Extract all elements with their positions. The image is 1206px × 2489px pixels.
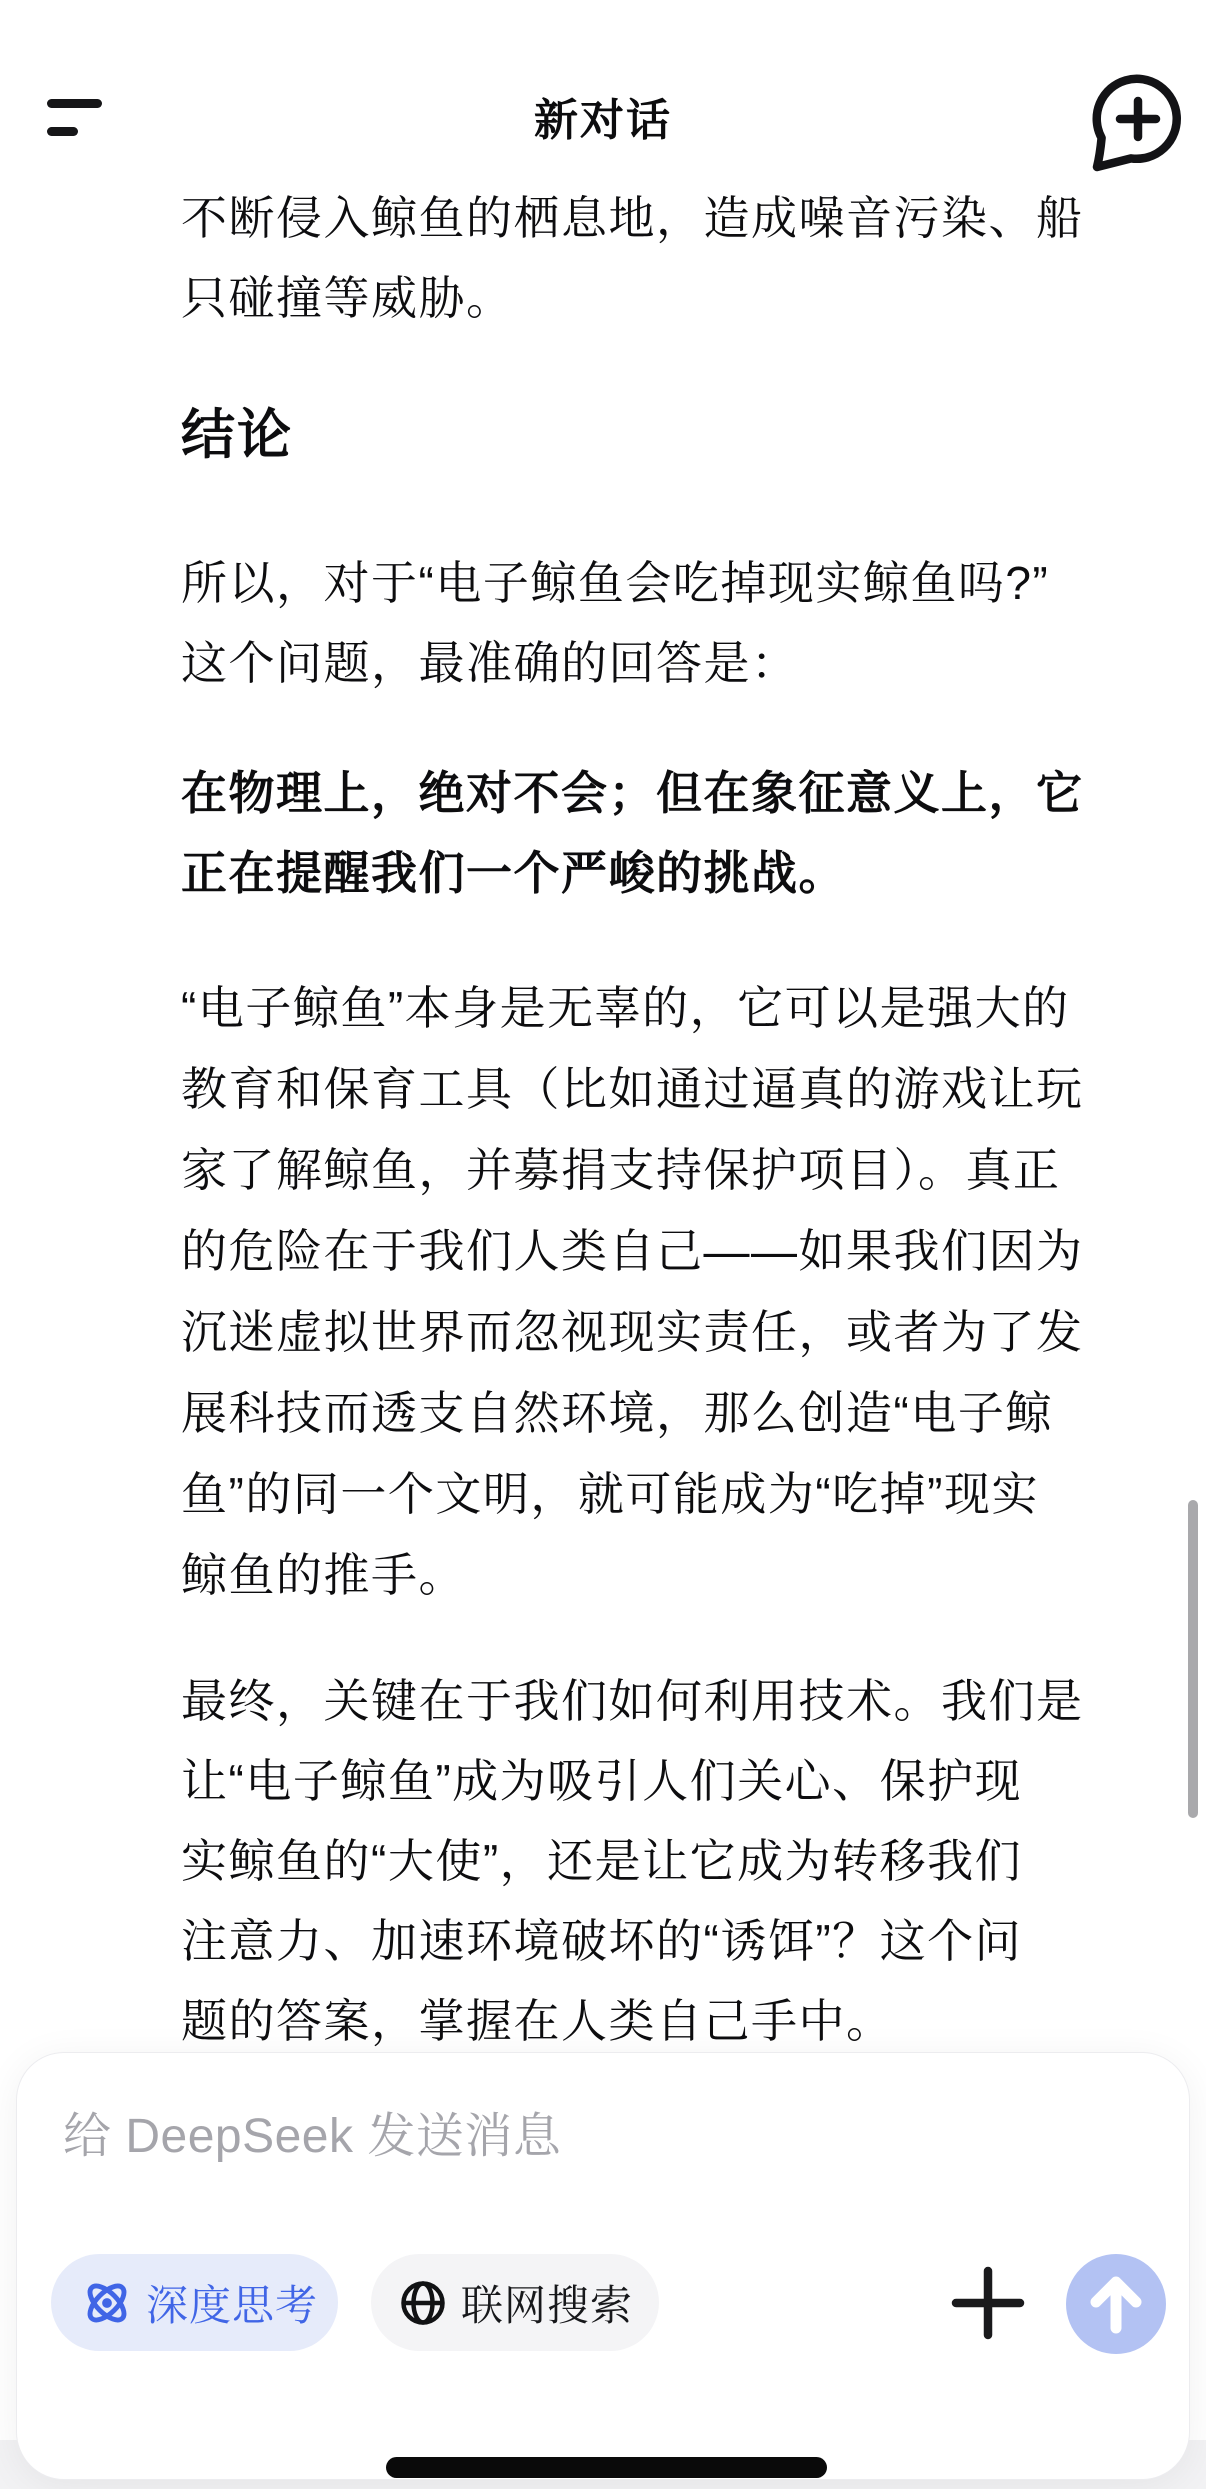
deep-think-toggle[interactable] (51, 2254, 338, 2351)
section-heading: 结论 (181, 405, 293, 465)
web-search-toggle[interactable] (371, 2254, 659, 2351)
plus-icon (941, 2256, 1035, 2350)
arrow-up-icon (1066, 2254, 1166, 2354)
input-placeholder: 给 DeepSeek 发送消息 (63, 2110, 562, 2163)
deep-think-label: 深度思考 (146, 2281, 319, 2329)
home-indicator[interactable] (386, 2457, 827, 2478)
new-chat-button[interactable] (1084, 67, 1192, 175)
composer-card (16, 2052, 1190, 2480)
new-chat-bubble-plus-icon (1084, 67, 1192, 175)
assistant-paragraph-bold: 在物理上，绝对不会；但在象征意义上，它 正在提醒我们一个严峻的挑战。 (181, 767, 1084, 899)
scrollbar-thumb[interactable] (1188, 1500, 1198, 1818)
message-input[interactable] (63, 2107, 1143, 2227)
deep-think-atom-icon (81, 2277, 133, 2329)
attach-button[interactable] (941, 2256, 1035, 2350)
send-button[interactable] (1066, 2254, 1166, 2354)
page-title: 新对话 (534, 96, 672, 145)
web-search-label: 联网搜索 (461, 2281, 634, 2329)
assistant-paragraph: 不断侵入鲸鱼的栖息地，造成噪音污染、船 只碰撞等威胁。 (181, 192, 1084, 324)
top-bar (0, 0, 1206, 175)
assistant-paragraph: 最终，关键在于我们如何利用技术。我们是 让“电子鲸鱼”成为吸引人们关心、保护现 实鲸鱼的“大使”，还是让它成为转移我们 注意力、加速环境破坏的“诱饵”？这个问 题的答案，掌握在人类自己手中。 (181, 1675, 1084, 2047)
assistant-paragraph: “电子鲸鱼”本身是无辜的，它可以是强大的 教育和保育工具（比如通过逼真的游戏让玩 家了解鲸鱼，并募捐支持保护项目）。真正 的危险在于我们人类自己——如果我们因为 沉迷虚拟世界而忽视现实责任，或者为了发 展科技而透支自然环境，那么创造“电子鲸 鱼”的同一个文明，就可能成为“吃掉”现实 鲸鱼的推手。 (181, 982, 1084, 1601)
globe-icon (399, 2279, 447, 2327)
assistant-paragraph: 所以，对于“电子鲸鱼会吃掉现实鲸鱼吗?” 这个问题，最准确的回答是： (181, 557, 1050, 689)
